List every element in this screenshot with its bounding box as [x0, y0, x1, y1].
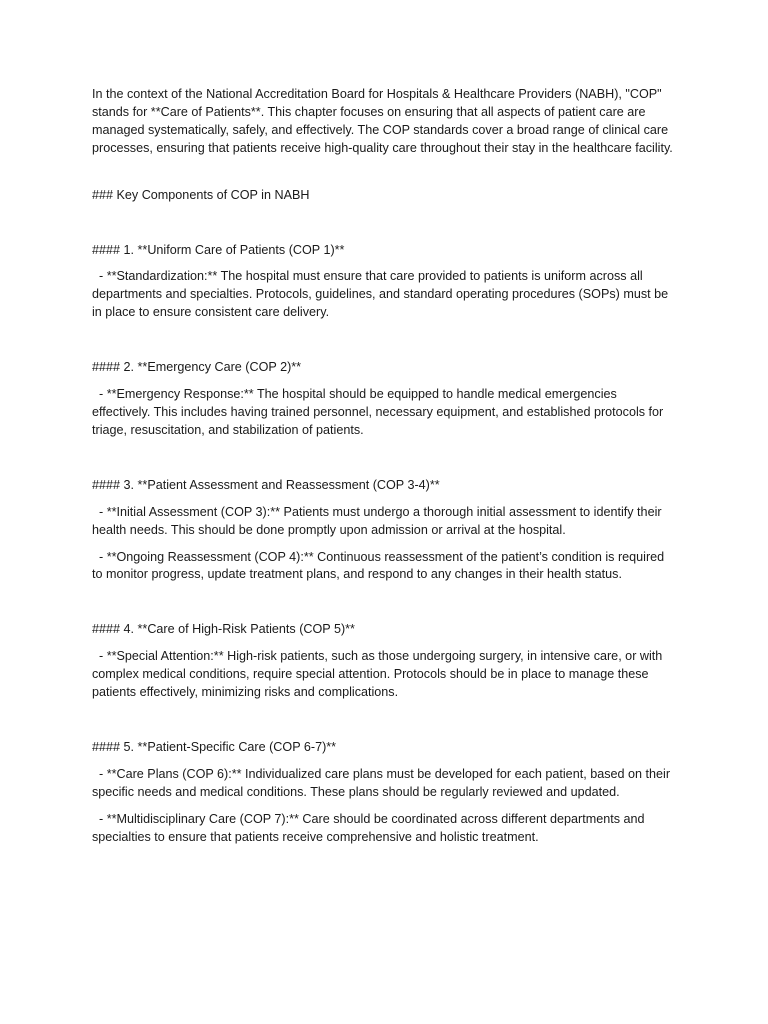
section-item: - **Ongoing Reassessment (COP 4):** Continuous reassessment of the patient’s condition is required to monitor progress, update treatment plans, and respond to any changes in their health status.	[92, 549, 665, 582]
section-item: - **Initial Assessment (COP 3):** Patients must undergo a thorough initial assessment to identify their health needs. This should be done promptly upon admission or arrival at the hospital.	[92, 504, 662, 537]
section-heading: #### 2. **Emergency Care (COP 2)**	[92, 360, 302, 375]
section-heading: #### 1. **Uniform Care of Patients (COP 1)**	[92, 242, 345, 257]
section-item: - **Standardization:** The hospital must ensure that care provided to patients is uniform across all departments and specialties. Protocols, guidelines, and standard operating procedures (SOPs) must be in place to ensure consistent care delivery.	[92, 269, 669, 320]
section-heading: #### 4. **Care of High-Risk Patients (COP 5)**	[92, 622, 355, 637]
section-patient-assessment	[92, 477, 678, 585]
main-heading: ### Key Components of COP in NABH	[92, 187, 310, 202]
section-item: - **Multidisciplinary Care (COP 7):** Care should be coordinated across different departments and specialties to ensure that patients receive comprehensive and holistic treatment.	[92, 811, 645, 844]
section-emergency-care	[92, 359, 678, 440]
section-item: - **Care Plans (COP 6):** Individualized care plans must be developed for each patient, based on their specific needs and medical conditions. These plans should be regularly reviewed and updated.	[92, 766, 671, 799]
section-high-risk-care	[92, 621, 678, 702]
section-heading: #### 3. **Patient Assessment and Reassessment (COP 3-4)**	[92, 477, 440, 492]
section-heading: #### 5. **Patient-Specific Care (COP 6-7)**	[92, 739, 337, 754]
section-item: - **Emergency Response:** The hospital should be equipped to handle medical emergencies effectively. This includes having trained personnel, necessary equipment, and established protocols for triage, resuscitation, and stabilization of patients.	[92, 387, 664, 437]
section-patient-specific-care	[92, 739, 678, 847]
section-item: - **Special Attention:** High-risk patients, such as those undergoing surgery, in intensive care, or with complex medical conditions, require special attention. Protocols should be in place to manage these patients effectively, minimizing risks and complications.	[92, 649, 663, 700]
section-uniform-care	[92, 242, 678, 323]
intro-paragraph: In the context of the National Accreditation Board for Hospitals & Healthcare Providers (NABH), "COP" stands for **Care of Patients**. This chapter focuses on ensuring that all aspects of patient care are managed systematically, safely, and effectively. The COP standards cover a broad range of clinical care processes, ensuring that patients receive high-quality care throughout their stay in the healthcare facility.	[92, 87, 673, 155]
